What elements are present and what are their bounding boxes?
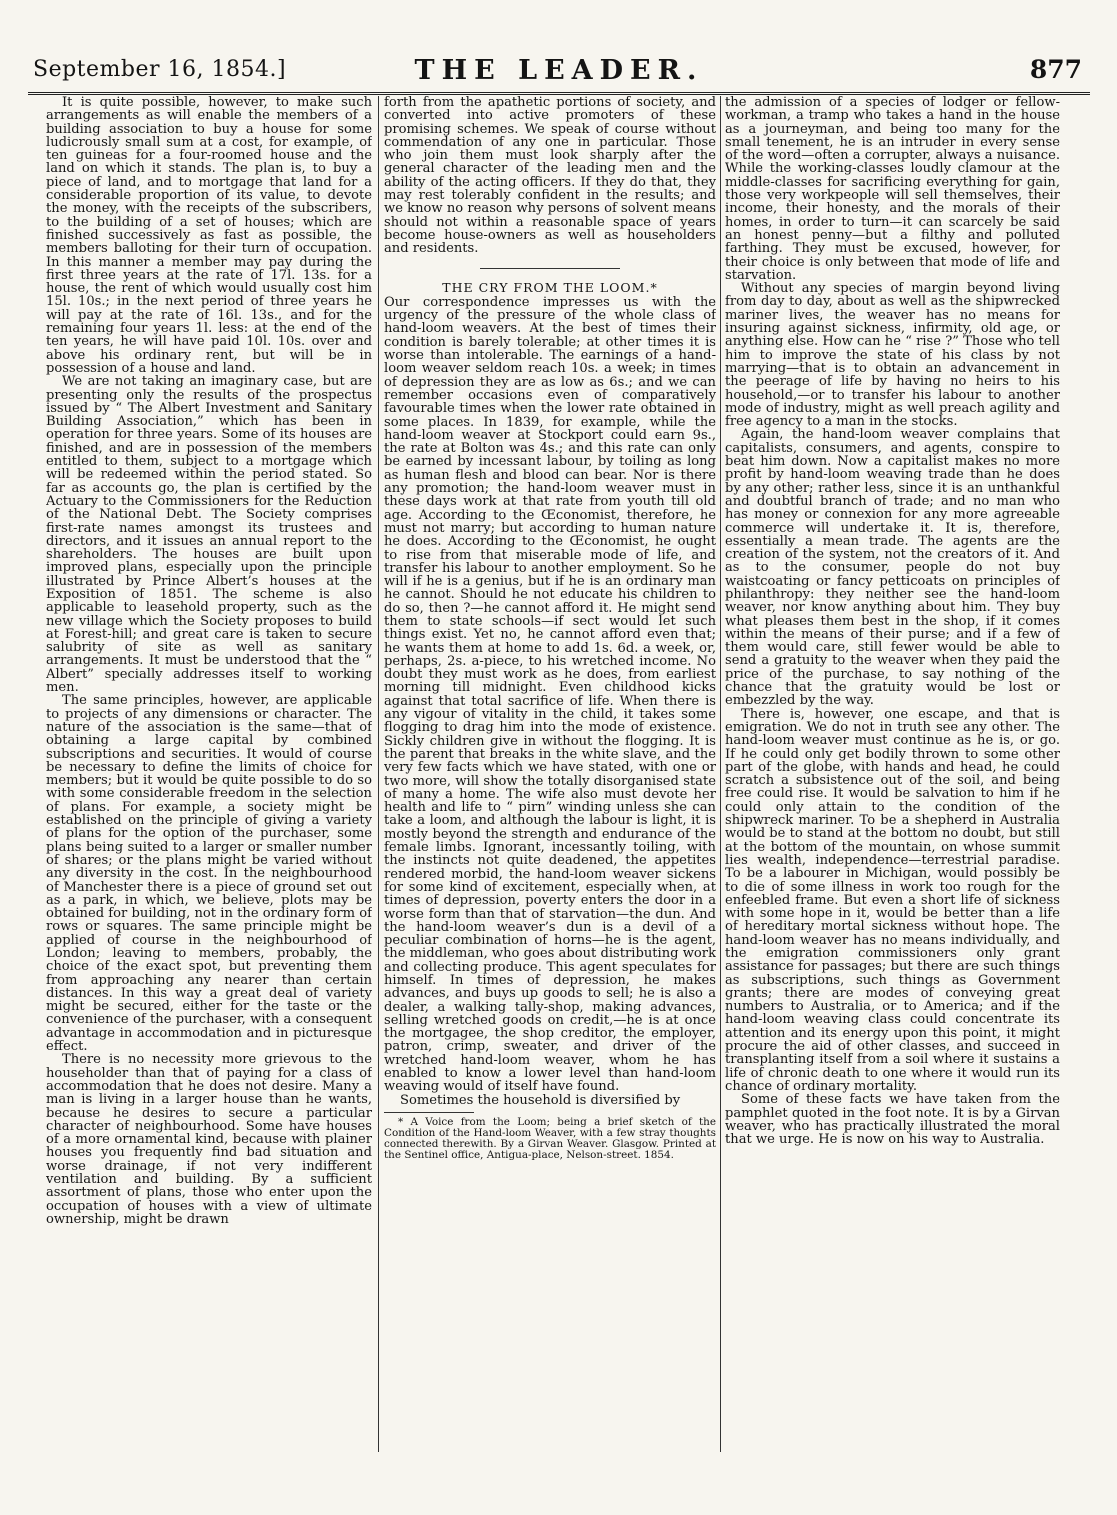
footnote-rule — [384, 1112, 474, 1113]
paragraph: Sometimes the household is diversified by — [400, 1092, 681, 1108]
paragraph: Some of these facts we have taken from the pamphlet quoted in the foot note. It is by a Girvan weaver, who has practically illustrated the moral that we urge. He is now on his way to Australia. — [725, 1092, 1060, 1148]
masthead-title: THE LEADER. — [414, 55, 704, 86]
paragraph: Without any species of margin beyond living from day to day, about as well as the shipwrecked mariner lives, the weaver has no means for insuring against sickness, infirmity, old age, or anything else. How can he “ rise ?” Those who tell him to improve the state of his class by not marrying—that is to obtain an advancement in the peerage of life by having no heirs to his household,—or to transfer his labour to another mode of industry, might as well preach agility and free agency to a man in the stocks. — [725, 281, 1060, 430]
section-separator — [480, 268, 620, 269]
footnote: * A Voice from the Loom; being a brief sketch of the Condition of the Hand-loom Weaver, with a few stray thoughts connected therewith. By a Girvan Weaver. Glasgow. Printed at the Sentinel office, Antigua-place, Nelson-street. 1854. — [384, 1115, 716, 1161]
page-header — [28, 52, 1090, 95]
article-column-2 — [384, 96, 716, 1486]
article-column-3 — [725, 96, 1060, 1464]
section-heading: THE CRY FROM THE LOOM.* — [442, 279, 658, 295]
paragraph: Again, the hand-loom weaver complains that capitalists, consumers, and agents, conspire to beat him down. Now a capitalist makes no more profit by hand-loom weaving trade than he does by any other; rather less, since it is an unthankful and doubtful branch of trade; and no man who has money or connexion for any more agreeable commerce will undertake it. It is, therefore, essentially a mean trade. The agents are the creation of the system, not the creators of it. And as to the consumer, people do not buy waistcoating or fancy petticoats on principles of philanthropy: they neither see the hand-loom weaver, nor know anything about him. They buy what pleases them best in the shop, if it comes within the means of their purse; and if a few of them would care, still fewer would be able to send a gratuity to the weaver when they paid the price of the purchase, to say nothing of the chance that the gratuity would be lost or embezzled by the way. — [725, 427, 1060, 709]
issue-date: September 16, 1854.] — [33, 57, 287, 82]
paragraph: There is, however, one escape, and that is emigration. We do not in truth see any other. The hand-loom weaver must continue as he is, or go. If he could only get bodily thrown to some other part of the globe, with hands and head, he could scratch a subsistence out of the soil, and being free could rise. It would be salvation to him if he could only attain to the condition of the shipwreck mariner. To be a shepherd in Australia would be to stand at the bottom no doubt, but still at the bottom of the mountain, on whose summit lies wealth, independence—terrestrial paradise. To be a labourer in Michigan, would possibly be to die of some illness in work too rough for the enfeebled frame. But even a short life of sickness with some hope in it, would be better than a life of hereditary mortal sickness without hope. The hand-loom weaver has no means individually, and the emigration commissioners only grant assistance for passages; but there are such things as subscriptions, such things as Government grants; there are modes of conveying great numbers to Australia, or to America; and if the hand-loom weaving class could concentrate its attention and its energy upon this point, it might procure the aid of other classes, and succeed in transplanting itself from a soil where it sustains a life of chronic death to one where it would run its chance of ordinary mortality. — [725, 706, 1060, 1094]
paragraph: There is no necessity more grievous to the householder than that of paying for a class of accommodation that he does not desire. Many a man is living in a larger house than he wants, because he desires to secure a particular character of neighbourhood. Some have houses of a more ornamental kind, because with plainer houses you frequently find bad situation and worse drainage, if not very indifferent ventilation and building. By a sufficient assortment of plans, those who enter upon the occupation of houses with a view of ultimate ownership, might be drawn — [46, 1052, 372, 1227]
paragraph: It is quite possible, however, to make such arrangements as will enable the members of a building association to buy a house for some ludicrously small sum at a cost, for example, of ten guineas for a four-roomed house and the land on which it stands. The plan is, to buy a piece of land, and to mortgage that land for a considerable proportion of its value, to devote the money, with the receipts of the subscribers, to the building of a set of houses; which are finished successively as fast as possible, the members balloting for their turn of occupation. In this manner a member may pay during the first three years at the rate of 17l. 13s. for a house, the rent of which would usually cost him 15l. 10s.; in the next period of three years he will pay at the rate of 16l. 13s., and for the remaining four years 1l. less: at the end of the ten years, he will have paid 10l. 10s. over and above his ordinary rent, but will be in possession of a house and land. — [46, 96, 372, 376]
page-number: 877 — [1029, 55, 1082, 84]
paragraph: the admission of a species of lodger or fellow-workman, a tramp who takes a hand in the house as a journeyman, and being too many for the small tenement, he is an intruder in every sense of the word—often a corrupter, always a nuisance. While the working-classes loudly clamour at the middle-classes for sacrificing everything for gain, those very workpeople will sell themselves, their income, their honesty, and the morals of their homes, in order to turn—it can scarcely be said an honest penny—but a filthy and polluted farthing. They must be excused, however, for their choice is only between that mode of life and starvation. — [725, 96, 1060, 283]
paragraph: The same principles, however, are applicable to projects of any dimensions or character. The nature of the association is the same—that of obtaining a large capital by combined subscriptions and securities. It would of course be necessary to define the limits of choice for members; but it would be quite possible to do so with some considerable freedom in the selection of plans. For example, a society might be established on the principle of giving a variety of plans for the option of the purchaser, some plans being suited to a larger or smaller number of shares; or the plans might be varied without any diversity in the cost. In the neighbourhood of Manchester there is a piece of ground set out as a park, in which, we believe, plots may be obtained for building, not in the ordinary form of rows or squares. The same principle might be applied of course in the neighbourhood of London; leaving to members, probably, the choice of the exact spot, but preventing them from approaching any nearer than certain distances. In this way a great deal of variety might be secured, either for the taste or the convenience of the purchaser, with a consequent advantage in accommodation and in picturesque effect. — [46, 693, 372, 1055]
paragraph: Our correspondence impresses us with the urgency of the pressure of the whole class of hand-loom weavers. At the best of times their condition is barely tolerable; at other times it is worse than intolerable. The earnings of a hand-loom weaver seldom reach 10s. a week; in times of depression they are as low as 6s.; and we can remember occasions even of comparatively favourable times when the lower rate obtained in some places. In 1839, for example, while the hand-loom weaver at Stockport could earn 9s., the rate at Bolton was 4s.; and this rate can only be earned by incessant labour, by toiling as long as human flesh and blood can bear. Nor is there any promotion; the hand-loom weaver must in these days work at that rate from youth till old age. According to the Œconomist, therefore, he must not marry; but according to human nature he does. According to the Œconomist, he ought to rise from that miserable mode of life, and transfer his labour to another employment. So he will if he is a genius, but if he is an ordinary man he cannot. Should he not educate his children to do so, then ?—he cannot afford it. He might send them to state schools—if sect would let such things exist. Yet no, he cannot afford even that; he wants them at home to add 1s. 6d. a week, or, perhaps, 2s. a-piece, to his wretched income. No doubt they must work as he does, from earliest morning till midnight. Even childhood kicks against that total sacrifice of life. When there is any vigour of vitality in the child, it takes some flogging to drag him into the mode of existence. Sickly children give in without the flogging. It is the parent that breaks in the white slave, and the very few facts which we have stated, with one or two more, will show the totally disorganised state of many a home. The wife also must devote her health and life to “ pirn” winding unless she can take a loom, and although the labour is light, it is mostly beyond the strength and endurance of the female limbs. Ignorant, incessantly toiling, with the instincts not quite deadened, the appetites rendered morbid, the hand-loom weaver sickens for some kind of excitement, especially when, at times of depression, poverty enters the door in a worse form than that of starvation—the dun. And the hand-loom weaver’s dun is a devil of a peculiar combination of horns—he is the agent, the middleman, who goes about distributing work and collecting produce. This agent speculates for himself. In times of depression, he makes advances, and buys up goods to sell; he is also a dealer, a walking tally-shop, making advances, selling wretched goods on credit,—he is at once the mortgagee, the shop creditor, the employer, patron, crimp, sweater, and driver of the wretched hand-loom weaver, whom he has enabled to know a lower level than hand-loom weaving would of itself have found. — [384, 294, 716, 1095]
article-column-1 — [46, 96, 372, 1464]
column-divider — [720, 96, 721, 1452]
paragraph: We are not taking an imaginary case, but are presenting only the results of the prospectus issued by “ The Albert Investment and Sanitary Building Association,” which has been in operation for three years. Some of its houses are finished, and are in possession of the members entitled to them, subject to a mortgage which will be redeemed within the period stated. So far as accounts go, the plan is certified by the Actuary to the Commissioners for the Reduction of the National Debt. The Society comprises first-rate names amongst its trustees and directors, and it issues an annual report to the shareholders. The houses are built upon improved plans, especially upon the principle illustrated by Prince Albert’s houses at the Exposition of 1851. The scheme is also applicable to leasehold property, such as the new village which the Society proposes to build at Forest-hill; and great care is taken to secure salubrity of site as well as sanitary arrangements. It must be understood that the “ Albert” specially addresses itself to working men. — [46, 374, 372, 696]
column-divider — [378, 96, 379, 1452]
paragraph: forth from the apathetic portions of society, and converted into active promoters of these promising schemes. We speak of course without commendation of any one in particular. Those who join them must look sharply after the general character of the leading men and the ability of the acting officers. If they do that, they may rest tolerably confident in the results; and we know no reason why persons of solvent means should not within a reasonable space of years become house-owners as well as householders and residents. — [384, 96, 716, 257]
